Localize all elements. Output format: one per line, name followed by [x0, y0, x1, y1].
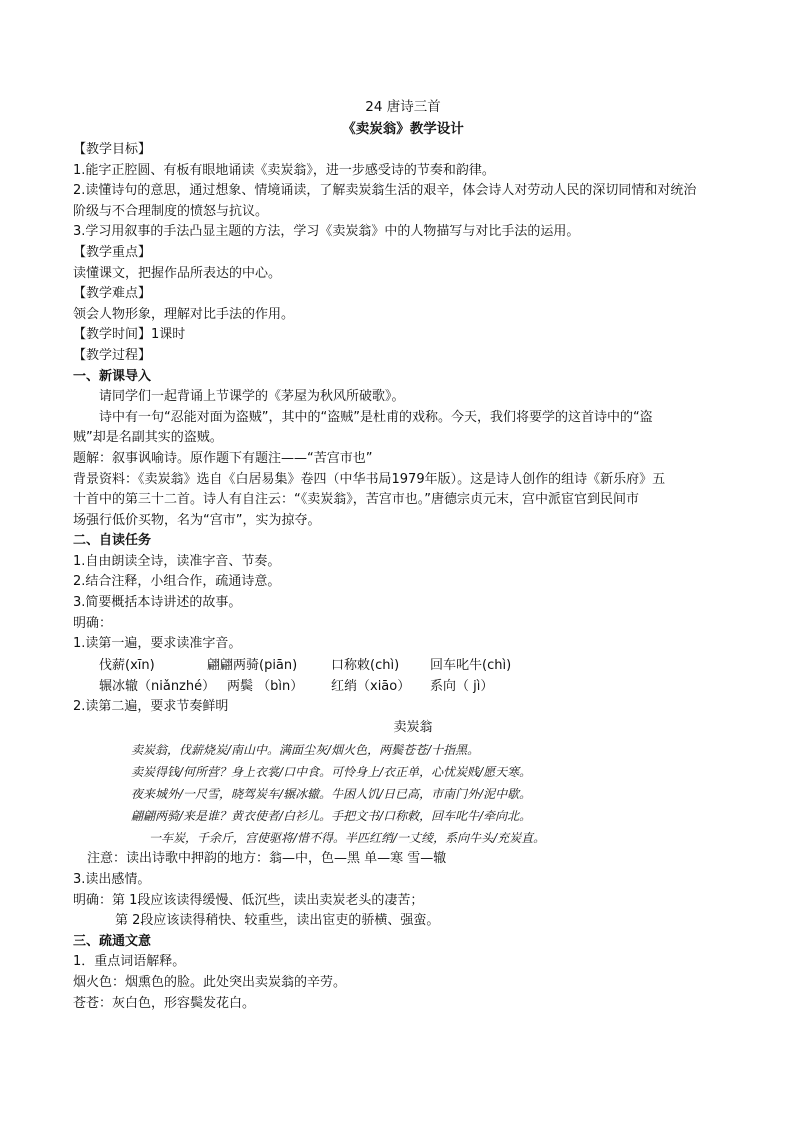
section1-p1: 请同学们一起背诵上节课学的《茅屋为秋风所破歌》。 — [99, 389, 405, 405]
section1-title-note: 题解：叙事讽喻诗。原作题下有题注——“苦宫市也” — [73, 450, 373, 466]
objectives-heading: 【教学目标】 — [73, 142, 152, 157]
time-row — [73, 325, 733, 346]
key-points-text: 读懂课文，把握作品所表达的中心。 — [73, 265, 282, 281]
key-points-heading: 【教学重点】 — [73, 244, 152, 260]
section1-heading: 一、新课导入 — [73, 368, 152, 384]
poem-title: 卖炭翁 — [393, 720, 433, 736]
lesson-title: 24 唐诗三首 — [365, 99, 441, 115]
difficulties-heading: 【教学难点】 — [73, 286, 152, 302]
pinyin-row-2 — [73, 676, 733, 697]
poem-line: 夜来城外/一尺雪，晓驾炭车/辗冰辙。牛困人饥/日已高，市南门外/泥中歇。 — [131, 787, 532, 802]
time-text: 1课时 — [151, 327, 186, 343]
time-heading: 【教学时间】 — [73, 327, 152, 343]
objective-item: 2.读懂诗句的意思，通过想象、情境诵读，了解卖炭翁生活的艰辛，体会诗人对劳动人民的深切同情和对统治 — [73, 183, 697, 199]
clarify2-line1: 明确：第 1段应该读得缓慢、低沉些，读出卖炭老头的凄苦； — [73, 892, 424, 908]
section3-heading: 三、疏通文意 — [73, 933, 152, 949]
objective-item: 3.学习用叙事的手法凸显主题的方法，学习《卖炭翁》中的人物描写与对比手法的运用。 — [73, 224, 580, 240]
objective-item: 1.能字正腔圆、有板有眼地诵读《卖炭翁》，进一步感受诗的节奏和韵律。 — [73, 162, 495, 178]
pinyin-word: 红绡（xiāo） — [331, 678, 411, 694]
task-item: 1.自由朗读全诗，读准字音、节奏。 — [73, 553, 281, 569]
pinyin-word: 翩翩两骑(piān) — [207, 657, 298, 673]
section1-background-line2: 十首中的第三十二首。诗人有自注云：“《卖炭翁》，苦宫市也。”唐德宗贞元末，宫中派宦官到民间市 — [73, 492, 639, 508]
section1-background-line3: 场强行低价买物，名为“宫市”，实为掠夺。 — [73, 512, 321, 528]
process-heading: 【教学过程】 — [73, 347, 152, 363]
pinyin-word: 两鬓 （bìn） — [227, 678, 304, 694]
poem-line: 一车炭，千余斤，宫使驱将/惜不得。半匹红绡/一丈绫，系向牛头/充炭直。 — [149, 831, 546, 846]
term-definition: 苍苍：灰白色，形容鬓发花白。 — [73, 995, 256, 1011]
pinyin-word: 口称敕(chì) — [331, 657, 400, 673]
section1-p2-line1: 诗中有一句“忍能对面为盗贼”，其中的“盗贼”是杜甫的戏称。今天，我们将要学的这首诗中的“盗 — [99, 409, 653, 425]
clarify2-line2: 第 2段应该读得稍快、较重些，读出宦吏的骄横、强蛮。 — [115, 913, 440, 929]
pinyin-word: 辗冰辙（niǎnzhé） — [99, 678, 216, 694]
section1-background-line1: 背景资料：《卖炭翁》选自《白居易集》卷四（中华书局1979年版）。这是诗人创作的组诗《新乐府》五 — [73, 471, 666, 487]
objective-item: 阶级与不合理制度的愤怒与抗议。 — [73, 203, 269, 219]
rhyme-note: 注意：读出诗歌中押韵的地方：翁—中，色—黑 单—寒 雪—辙 — [87, 851, 447, 867]
document-page — [73, 96, 733, 1014]
pinyin-word: 系向（ jì） — [430, 678, 494, 694]
section3-sub: 1．重点词语解释。 — [73, 954, 186, 970]
poem-line: 翩翩两骑/来是谁？黄衣使者/白衫儿。手把文书/口称敕，回车叱牛/牵向北。 — [131, 809, 532, 824]
step2-text: 2.读第二遍，要求节奏鲜明 — [73, 698, 229, 714]
step3-text: 3.读出感情。 — [73, 872, 151, 888]
task-item: 2.结合注释，小组合作，疏通诗意。 — [73, 574, 281, 590]
section2-heading: 二、自读任务 — [73, 533, 152, 549]
step1-text: 1.读第一遍，要求读准字音。 — [73, 636, 242, 652]
design-title: 《卖炭翁》教学设计 — [342, 121, 464, 137]
poem-line: 卖炭翁，伐薪烧炭/南山中。满面尘灰/烟火色，两鬓苍苍/十指黑。 — [131, 743, 480, 758]
section1-p2-line2: 贼”却是名副其实的盗贼。 — [73, 430, 223, 446]
task-item: 3.简要概括本诗讲述的故事。 — [73, 595, 242, 611]
difficulties-text: 领会人物形象，理解对比手法的作用。 — [73, 306, 295, 322]
clarify-label: 明确： — [73, 615, 113, 631]
pinyin-word: 回车叱牛(chì) — [430, 657, 512, 673]
pinyin-word: 伐薪(xīn) — [99, 657, 155, 673]
pinyin-row-1 — [73, 655, 733, 676]
term-definition: 烟火色：烟熏色的脸。此处突出卖炭翁的辛劳。 — [73, 975, 347, 990]
poem-line: 卖炭得钱/何所营？身上衣裳/口中食。可怜身上/衣正单，心忧炭贱/愿天寒。 — [131, 765, 532, 780]
